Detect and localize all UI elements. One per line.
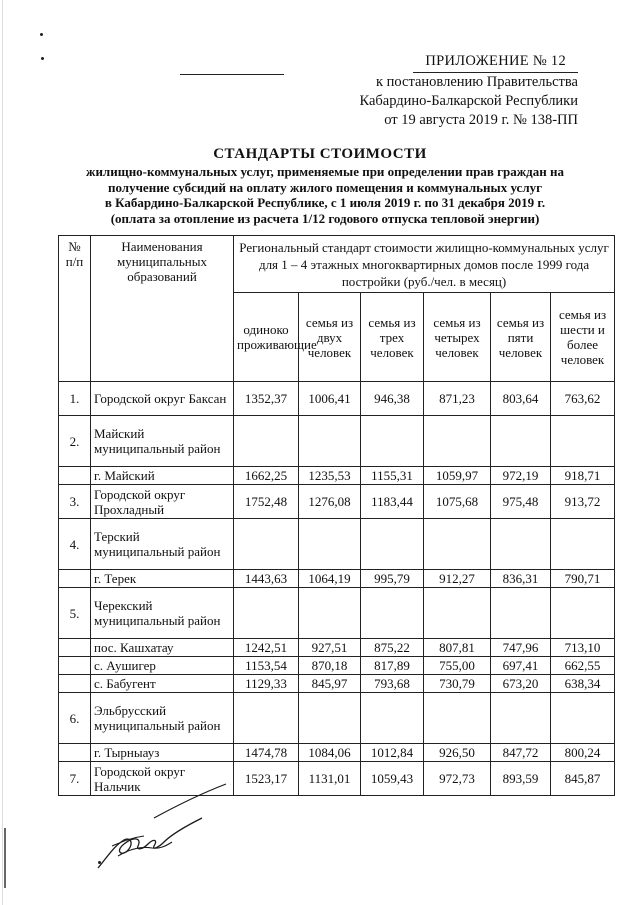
row-value: 870,18	[299, 657, 361, 675]
appendix-line: от 19 августа 2019 г. № 138-ПП	[384, 112, 578, 128]
row-municipality: Терский муниципальный район	[91, 519, 234, 570]
pen-stroke	[150, 780, 230, 820]
subtitle-line: жилищно-коммунальных услуг, применяемые при определении прав граждан на	[86, 164, 564, 179]
row-value: 845,87	[551, 762, 615, 796]
row-value: 995,79	[361, 570, 424, 588]
row-value: 1352,37	[234, 382, 299, 416]
row-value	[234, 693, 299, 744]
table-row	[59, 639, 615, 657]
row-value: 845,97	[299, 675, 361, 693]
row-value: 1075,68	[424, 485, 491, 519]
row-value: 1131,01	[299, 762, 361, 796]
row-value	[551, 519, 615, 570]
row-value: 1129,33	[234, 675, 299, 693]
row-value	[551, 693, 615, 744]
scan-dot	[41, 57, 44, 60]
table-row	[59, 382, 615, 416]
row-value: 1006,41	[299, 382, 361, 416]
row-value	[424, 416, 491, 467]
row-value: 1059,43	[361, 762, 424, 796]
row-number: 1.	[59, 382, 91, 416]
header-number: № п/п	[59, 236, 91, 382]
row-value	[299, 693, 361, 744]
row-value: 1443,63	[234, 570, 299, 588]
row-municipality: Городской округ Прохладный	[91, 485, 234, 519]
row-value: 913,72	[551, 485, 615, 519]
table-row	[59, 657, 615, 675]
row-value: 730,79	[424, 675, 491, 693]
row-value: 926,50	[424, 744, 491, 762]
table-body	[59, 382, 615, 796]
table-row	[59, 588, 615, 639]
appendix-line: к постановлению Правительства	[376, 74, 578, 90]
row-municipality: Городской округ Нальчик	[91, 762, 234, 796]
row-value	[491, 693, 551, 744]
row-value: 1235,53	[299, 467, 361, 485]
row-number: 5.	[59, 588, 91, 639]
row-value: 893,59	[491, 762, 551, 796]
table-row	[59, 570, 615, 588]
row-value	[424, 588, 491, 639]
subtitle-line: получение субсидий на оплату жилого помещения и коммунальных услуг	[107, 179, 543, 195]
appendix-block	[359, 52, 578, 130]
row-value: 1084,06	[299, 744, 361, 762]
row-value: 800,24	[551, 744, 615, 762]
table-row	[59, 744, 615, 762]
row-value	[299, 416, 361, 467]
table-row	[59, 675, 615, 693]
row-value	[491, 588, 551, 639]
scan-dot	[40, 33, 43, 36]
row-value: 755,00	[424, 657, 491, 675]
row-value: 912,27	[424, 570, 491, 588]
row-value: 697,41	[491, 657, 551, 675]
row-municipality: пос. Кашхатау	[91, 639, 234, 657]
header-family-2: семья из двух человек	[299, 293, 361, 382]
header-family-4: семья из четырех человек	[424, 293, 491, 382]
row-value: 918,71	[551, 467, 615, 485]
table-row	[59, 416, 615, 467]
row-municipality: г. Тырныауз	[91, 744, 234, 762]
row-number: 7.	[59, 762, 91, 796]
row-value: 790,71	[551, 570, 615, 588]
row-municipality: Эльбрусский муниципальный район	[91, 693, 234, 744]
row-municipality: Майский муниципальный район	[91, 416, 234, 467]
table-row	[59, 762, 615, 796]
row-value	[234, 416, 299, 467]
row-value: 638,34	[551, 675, 615, 693]
row-number	[59, 570, 91, 588]
row-value: 946,38	[361, 382, 424, 416]
row-number: 2.	[59, 416, 91, 467]
table-row	[59, 693, 615, 744]
row-value	[234, 588, 299, 639]
row-value: 975,48	[491, 485, 551, 519]
row-value: 763,62	[551, 382, 615, 416]
row-value: 747,96	[491, 639, 551, 657]
row-value: 1276,08	[299, 485, 361, 519]
row-value: 1662,25	[234, 467, 299, 485]
row-value: 817,89	[361, 657, 424, 675]
row-value: 1474,78	[234, 744, 299, 762]
table-row	[59, 467, 615, 485]
row-value	[424, 519, 491, 570]
table-row	[59, 485, 615, 519]
document-title: СТАНДАРТЫ СТОИМОСТИ	[213, 146, 427, 162]
row-value: 972,73	[424, 762, 491, 796]
row-number: 3.	[59, 485, 91, 519]
header-municipality: Наименования муниципальных образований	[91, 236, 234, 382]
row-value: 1523,17	[234, 762, 299, 796]
row-value	[551, 416, 615, 467]
row-value: 662,55	[551, 657, 615, 675]
scan-edge-line	[2, 0, 3, 905]
row-municipality: г. Терек	[91, 570, 234, 588]
row-number	[59, 657, 91, 675]
row-value: 1012,84	[361, 744, 424, 762]
row-value	[491, 416, 551, 467]
header-family-6: семья из шести и более человек	[551, 293, 615, 382]
row-value: 1155,31	[361, 467, 424, 485]
header-regional-standard: Региональный стандарт стоимости жилищно-коммунальных услуг для 1 – 4 этажных многоквартирных домов после 1999 года постройки (руб./чел. в месяц)	[234, 236, 615, 293]
row-municipality: Городской округ Баксан	[91, 382, 234, 416]
row-value: 847,72	[491, 744, 551, 762]
row-value	[361, 588, 424, 639]
row-municipality: с. Аушигер	[91, 657, 234, 675]
row-value	[551, 588, 615, 639]
header-family-3: семья из трех человек	[361, 293, 424, 382]
row-value	[361, 519, 424, 570]
row-value: 875,22	[361, 639, 424, 657]
subtitle-line: в Кабардино-Балкарской Республике, с 1 июля 2019 г. по 31 декабря 2019 г.	[104, 195, 546, 210]
row-value: 1064,19	[299, 570, 361, 588]
row-value	[424, 693, 491, 744]
row-value	[491, 519, 551, 570]
row-value	[361, 416, 424, 467]
standards-table	[58, 235, 615, 796]
row-value	[299, 588, 361, 639]
row-value	[299, 519, 361, 570]
row-value: 673,20	[491, 675, 551, 693]
row-value: 836,31	[491, 570, 551, 588]
handwritten-signature	[94, 816, 206, 874]
document-subtitle	[40, 164, 610, 226]
row-value: 1183,44	[361, 485, 424, 519]
row-municipality: с. Бабугент	[91, 675, 234, 693]
row-number: 6.	[59, 693, 91, 744]
row-municipality: г. Майский	[91, 467, 234, 485]
row-value: 713,10	[551, 639, 615, 657]
row-number	[59, 639, 91, 657]
signature-line	[180, 74, 284, 75]
row-value: 793,68	[361, 675, 424, 693]
row-number	[59, 467, 91, 485]
row-value: 1059,97	[424, 467, 491, 485]
header-family-5: семья из пяти человек	[491, 293, 551, 382]
row-number	[59, 744, 91, 762]
subtitle-line: (оплата за отопление из расчета 1/12 годового отпуска тепловой энергии)	[110, 210, 540, 226]
header-single: одиноко проживающие	[234, 293, 299, 382]
row-value: 972,19	[491, 467, 551, 485]
row-value	[234, 519, 299, 570]
row-value: 871,23	[424, 382, 491, 416]
row-value: 1752,48	[234, 485, 299, 519]
row-value	[361, 693, 424, 744]
table-row	[59, 519, 615, 570]
row-value: 927,51	[299, 639, 361, 657]
row-number: 4.	[59, 519, 91, 570]
scan-edge-mark	[4, 828, 6, 888]
row-number	[59, 675, 91, 693]
row-municipality: Черекский муниципальный район	[91, 588, 234, 639]
row-value: 807,81	[424, 639, 491, 657]
row-value: 803,64	[491, 382, 551, 416]
row-value: 1242,51	[234, 639, 299, 657]
row-value: 1153,54	[234, 657, 299, 675]
appendix-line: Кабардино-Балкарской Республики	[359, 93, 578, 109]
appendix-title: ПРИЛОЖЕНИЕ № 12	[413, 52, 578, 73]
